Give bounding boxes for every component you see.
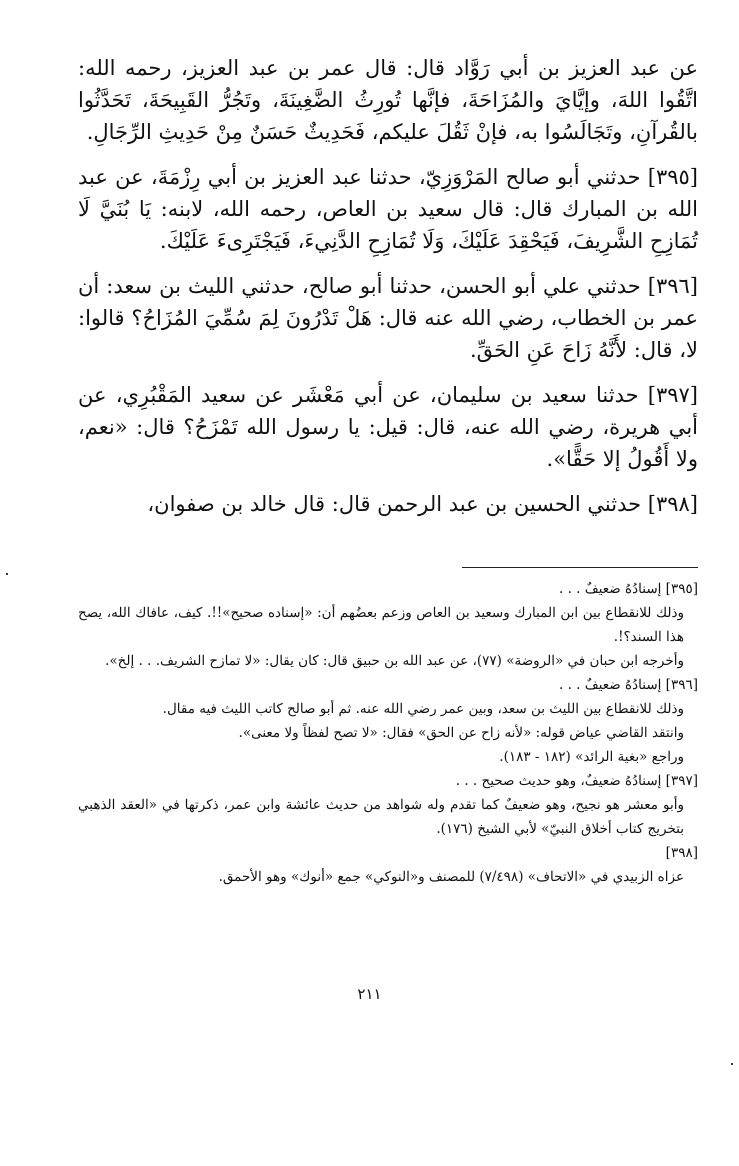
footnote-line: [٣٩٨] xyxy=(665,845,698,861)
footnote-line: وأخرجه ابن حبان في «الروضة» (٧٧)، عن عبد الله بن حبيق قال: كان يقال: «لا تمازح الشريف. . . إلخ». xyxy=(105,653,684,669)
footnote-line: وانتقد القاضي عياض قوله: «لأنه زاح عن الحق» فقال: «لا تصح لفظاً ولا معنى». xyxy=(238,725,684,741)
paragraph-395: [٣٩٥] حدثني أبو صالح المَرْوَزِيّ، حدثنا عبد العزيز بن أبي رِزْمَةَ، عن عبد الله بن المبارك قال: قال سعيد بن العاص، رحمه الله، لابنه: يَا بُنَيَّ لَا تُمَازِحِ الشَّرِيفَ، فَيَحْقِدَ عَلَيْكَ، وَلَا تُمَازِحِ الدَّنِيءَ، فَيَجْتَرِىءَ عَلَيْكَ. xyxy=(78,165,698,253)
paragraph-394-cont: عن عبد العزيز بن أبي رَوَّاد قال: قال عمر بن عبد العزيز، رحمه الله: اتَّقُوا اللهَ، وإيَّايَ والمُزَاحَةَ، فإنَّها تُورِثُ الضَّغِينَةَ، وتَجُرُّ القَبِيحَةَ، تَحَدَّثُوا بالقُرآنِ، وتَجَالَسُوا به، فإنْ ثَقُلَ عليكم، فَحَدِيثٌ حَسَنٌ مِنْ حَدِيثِ الرِّجَالِ. xyxy=(78,56,698,144)
footnote-line: [٣٩٧] إسنادُهُ ضعيفٌ، وهو حديث صحيح . . . xyxy=(455,773,698,789)
footnote-line: عزاه الزبيدي في «الاتحاف» (٧/٤٩٨) للمصنف و«النوكي» جمع «أنوك» وهو الأحمق. xyxy=(218,869,684,885)
paragraph-396: [٣٩٦] حدثني علي أبو الحسن، حدثنا أبو صالح، حدثني الليث بن سعد: أن عمر بن الخطاب، رضي الله عنه قال: هَلْ تَدْرُونَ لِمَ سُمِّيَ المُزَاحُ؟ قالوا: لا، قال: لأَنَّهُ زَاحَ عَنِ الحَقِّ. xyxy=(78,274,698,362)
scan-speck xyxy=(6,573,8,575)
main-text xyxy=(78,52,698,533)
footnote-line: وذلك للانقطاع بين ابن المبارك وسعيد بن العاص وزعم بعضُهم أن: «إسناده صحيح»!!. كيف، عافاك الله، يصح هذا السند؟!. xyxy=(78,605,684,645)
footnote-line: وأبو معشر هو نجيح، وهو ضعيفٌ كما تقدم وله شواهد من حديث عائشة وابن عمر، ذكرتها في «العقد الذهبي بتخريج كتاب أخلاق النبيّ» لأبي الشيخ (١٧٦). xyxy=(78,797,684,837)
paragraph-397: [٣٩٧] حدثنا سعيد بن سليمان، عن أبي مَعْشَر عن سعيد المَقْبُرِي، عن أبي هريرة، رضي الله عنه، قال: قيل: يا رسول الله تَمْزَحُ؟ قال: «نعم، ولا أَقُولُ إلا حَقًّا». xyxy=(78,383,698,471)
scan-speck xyxy=(731,1063,733,1065)
page-number: ٢١١ xyxy=(357,985,382,1003)
paragraph-398: [٣٩٨] حدثني الحسين بن عبد الرحمن قال: قال خالد بن صفوان، xyxy=(147,492,698,516)
footnote-line: [٣٩٦] إسنادُهُ ضعيفٌ . . . xyxy=(558,677,698,693)
footnote-separator xyxy=(462,567,698,568)
footnote-line: وذلك للانقطاع بين الليث بن سعد، وبين عمر رضي الله عنه. ثم أبو صالح كاتب الليث فيه مقال. xyxy=(162,701,684,717)
footnote-line: [٣٩٥] إسنادُهُ ضعيفٌ . . . xyxy=(558,581,698,597)
footnote-line: وراجع «بغية الرائد» (١٨٢ - ١٨٣). xyxy=(499,749,684,765)
footnotes xyxy=(78,577,698,889)
